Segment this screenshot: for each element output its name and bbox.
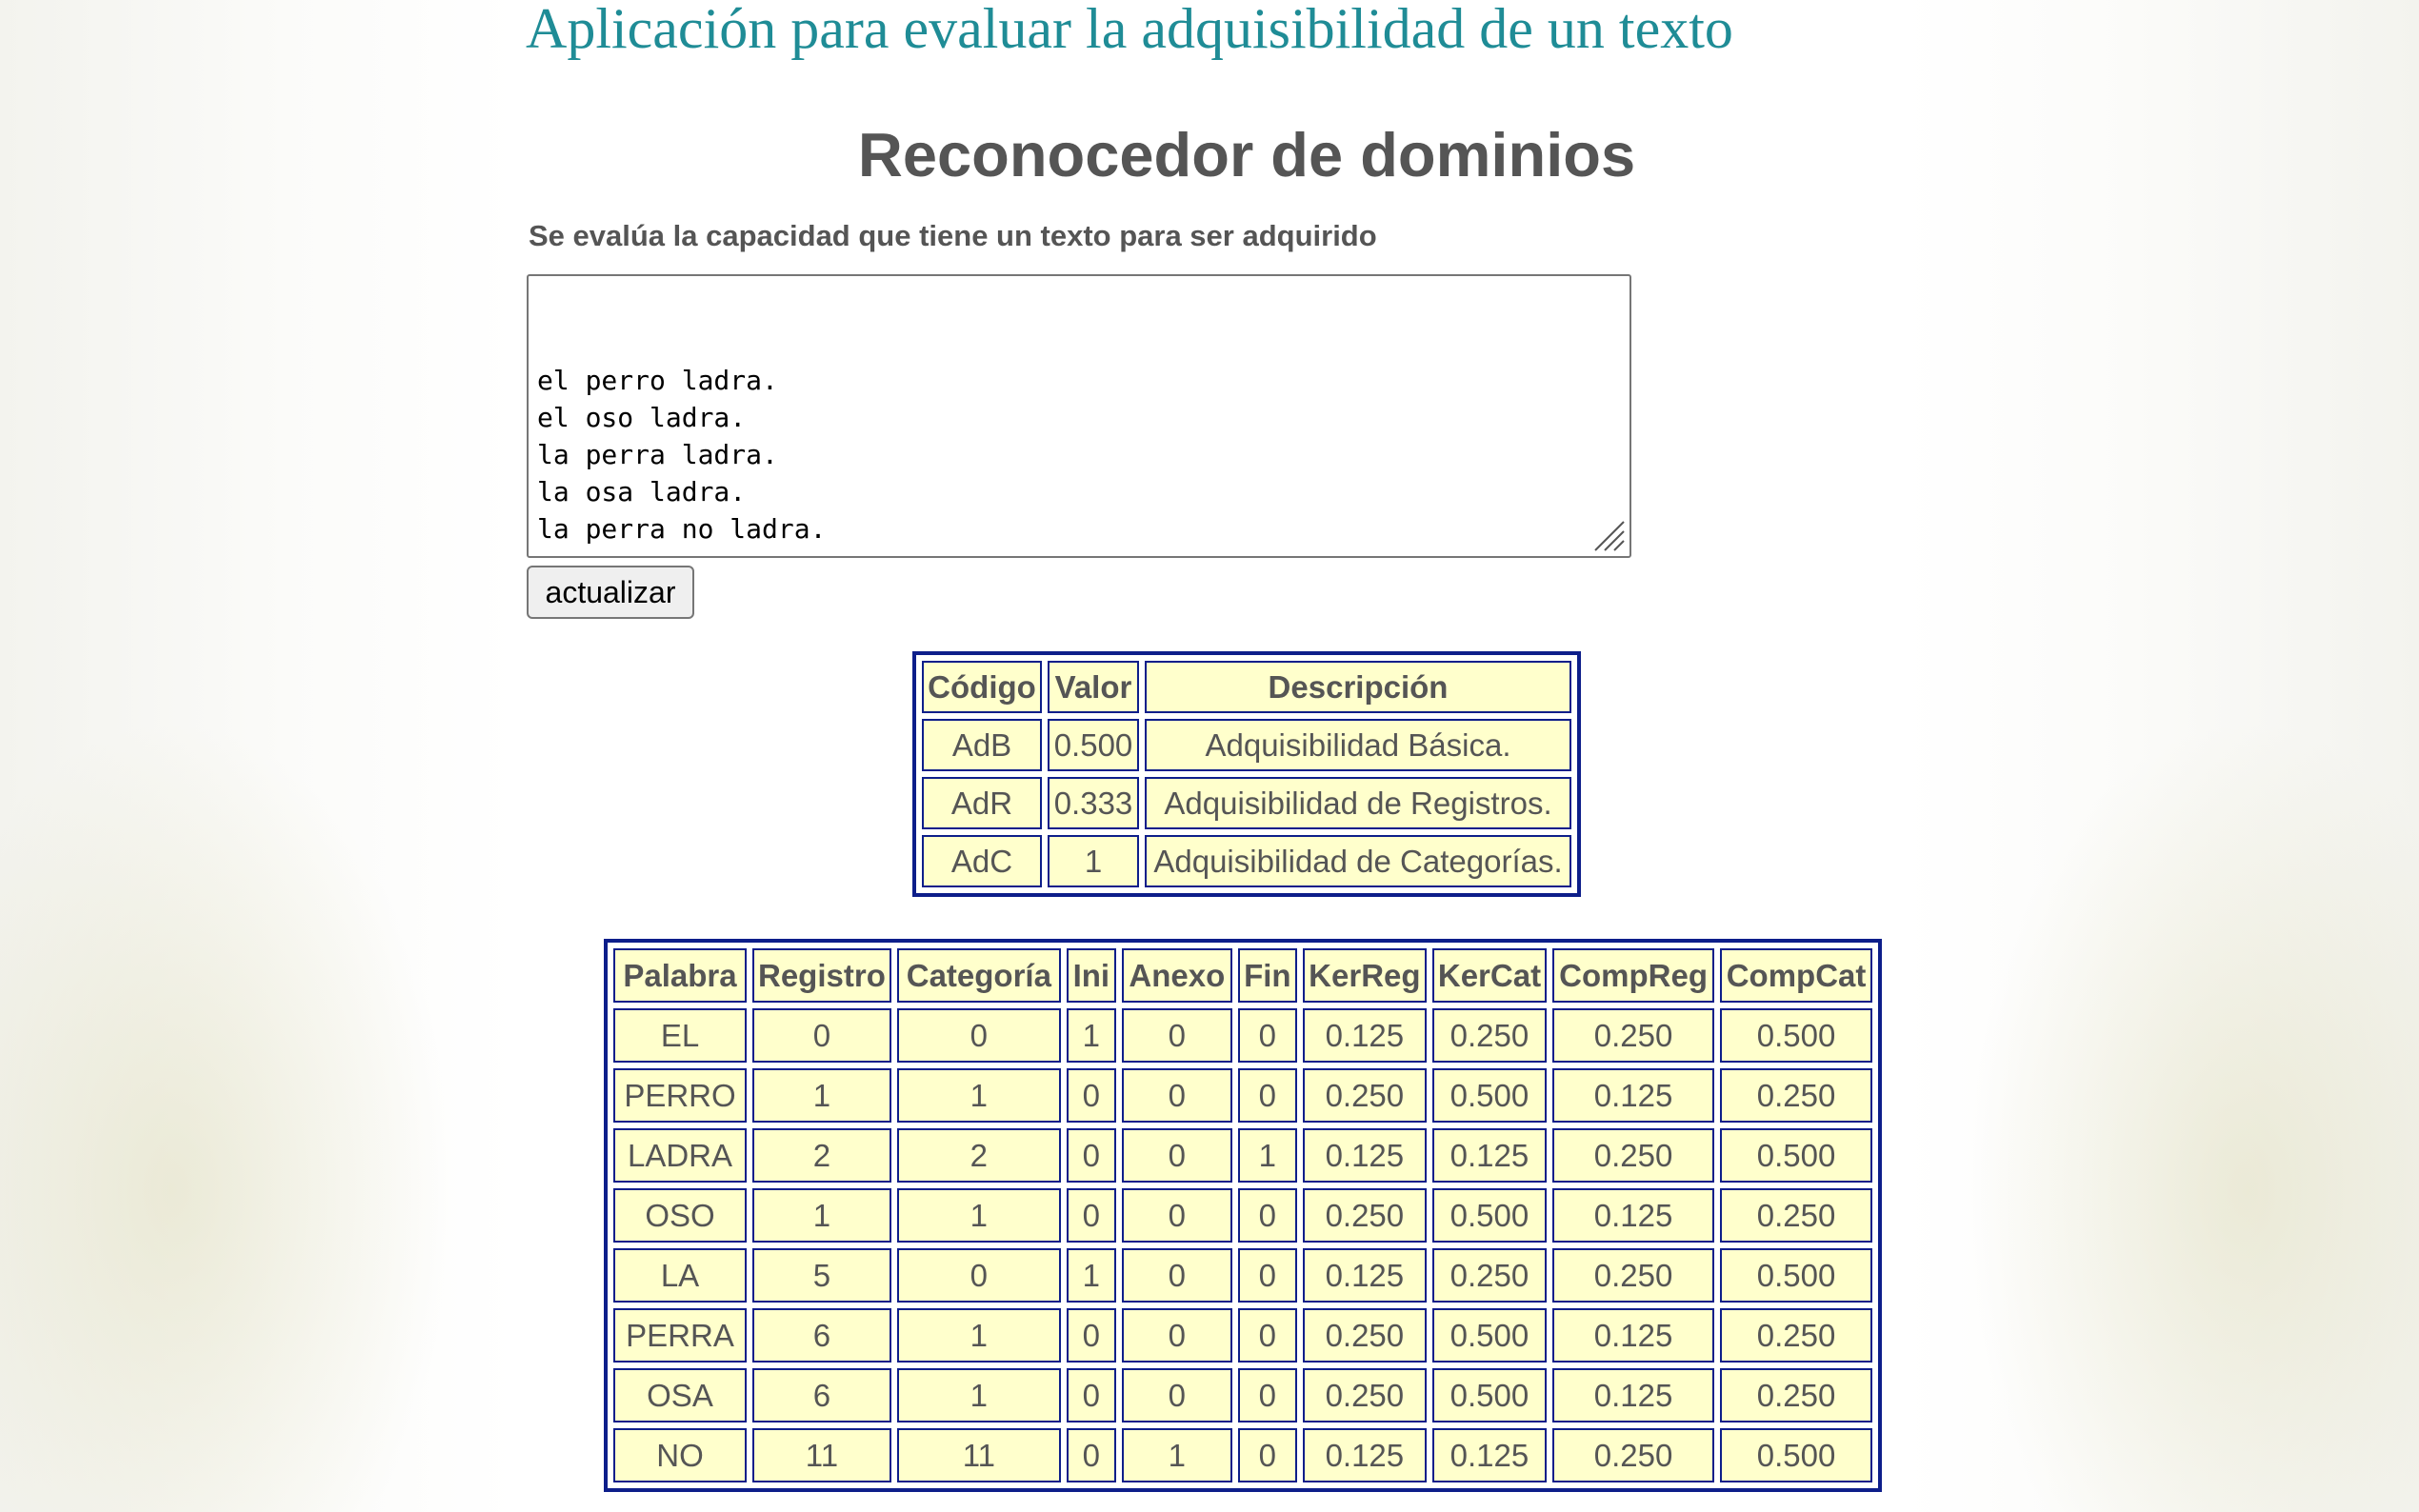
words-header-ini: Ini	[1067, 948, 1116, 1003]
word-cell-anexo: 1	[1122, 1428, 1232, 1482]
word-cell-fin: 1	[1238, 1128, 1297, 1183]
word-cell-compreg: 0.250	[1552, 1248, 1714, 1303]
word-cell-anexo: 0	[1122, 1068, 1232, 1123]
word-cell-palabra: LADRA	[613, 1128, 747, 1183]
words-header-categoria: Categoría	[897, 948, 1061, 1003]
summary-cell-codigo: AdR	[922, 777, 1042, 829]
word-cell-categoria: 1	[897, 1368, 1061, 1422]
summary-cell-valor: 0.500	[1048, 719, 1139, 771]
word-row	[613, 1428, 1872, 1482]
word-cell-compreg: 0.125	[1552, 1068, 1714, 1123]
word-cell-kerreg: 0.125	[1303, 1248, 1427, 1303]
summary-row	[922, 777, 1571, 829]
word-cell-compreg: 0.125	[1552, 1368, 1714, 1422]
subtitle-label: Se evalúa la capacidad que tiene un texto para ser adquirido	[529, 219, 1377, 252]
word-cell-categoria: 1	[897, 1188, 1061, 1243]
word-cell-registro: 11	[752, 1428, 891, 1482]
word-cell-ini: 0	[1067, 1308, 1116, 1363]
word-cell-palabra: PERRO	[613, 1068, 747, 1123]
word-cell-ini: 0	[1067, 1128, 1116, 1183]
word-cell-fin: 0	[1238, 1428, 1297, 1482]
summary-cell-descripcion: Adquisibilidad de Categorías.	[1145, 835, 1571, 887]
word-cell-registro: 5	[752, 1248, 891, 1303]
word-cell-kerreg: 0.125	[1303, 1128, 1427, 1183]
word-cell-compreg: 0.125	[1552, 1188, 1714, 1243]
word-cell-kercat: 0.125	[1432, 1128, 1547, 1183]
word-cell-categoria: 2	[897, 1128, 1061, 1183]
summary-table	[912, 651, 1581, 897]
words-header-row	[613, 948, 1872, 1003]
summary-header-row	[922, 661, 1571, 713]
word-row	[613, 1188, 1872, 1243]
word-cell-categoria: 0	[897, 1248, 1061, 1303]
word-cell-compcat: 0.250	[1720, 1368, 1872, 1422]
text-input-area[interactable]	[527, 274, 1631, 558]
summary-header-descripcion: Descripción	[1145, 661, 1571, 713]
word-cell-compreg: 0.250	[1552, 1008, 1714, 1063]
word-cell-registro: 1	[752, 1188, 891, 1243]
word-cell-anexo: 0	[1122, 1368, 1232, 1422]
word-cell-registro: 6	[752, 1368, 891, 1422]
word-cell-kercat: 0.500	[1432, 1188, 1547, 1243]
word-cell-kerreg: 0.250	[1303, 1068, 1427, 1123]
word-cell-kerreg: 0.125	[1303, 1008, 1427, 1063]
word-cell-ini: 0	[1067, 1368, 1116, 1422]
word-cell-anexo: 0	[1122, 1308, 1232, 1363]
word-row	[613, 1248, 1872, 1303]
summary-header-codigo: Código	[922, 661, 1042, 713]
word-cell-kercat: 0.125	[1432, 1428, 1547, 1482]
word-cell-kercat: 0.250	[1432, 1008, 1547, 1063]
app-title: Aplicación para evaluar la adquisibilidad de un texto	[526, 0, 1733, 60]
word-cell-ini: 1	[1067, 1248, 1116, 1303]
word-cell-anexo: 0	[1122, 1188, 1232, 1243]
word-cell-fin: 0	[1238, 1188, 1297, 1243]
words-header-compcat: CompCat	[1720, 948, 1872, 1003]
word-cell-registro: 2	[752, 1128, 891, 1183]
word-cell-kerreg: 0.250	[1303, 1308, 1427, 1363]
summary-cell-valor: 1	[1048, 835, 1139, 887]
word-cell-anexo: 0	[1122, 1128, 1232, 1183]
word-cell-categoria: 0	[897, 1008, 1061, 1063]
word-cell-ini: 0	[1067, 1188, 1116, 1243]
word-cell-compcat: 0.250	[1720, 1308, 1872, 1363]
word-cell-compreg: 0.125	[1552, 1308, 1714, 1363]
word-cell-palabra: OSO	[613, 1188, 747, 1243]
words-header-palabra: Palabra	[613, 948, 747, 1003]
summary-cell-descripcion: Adquisibilidad de Registros.	[1145, 777, 1571, 829]
word-cell-kercat: 0.250	[1432, 1248, 1547, 1303]
word-cell-fin: 0	[1238, 1068, 1297, 1123]
update-button[interactable]: actualizar	[527, 566, 694, 619]
summary-cell-codigo: AdB	[922, 719, 1042, 771]
summary-cell-valor: 0.333	[1048, 777, 1139, 829]
summary-header-valor: Valor	[1048, 661, 1139, 713]
word-cell-kerreg: 0.125	[1303, 1428, 1427, 1482]
word-cell-kerreg: 0.250	[1303, 1188, 1427, 1243]
word-cell-compcat: 0.500	[1720, 1248, 1872, 1303]
word-cell-compreg: 0.250	[1552, 1128, 1714, 1183]
word-cell-ini: 0	[1067, 1068, 1116, 1123]
word-cell-compcat: 0.250	[1720, 1188, 1872, 1243]
word-cell-ini: 0	[1067, 1428, 1116, 1482]
word-row	[613, 1368, 1872, 1422]
word-cell-categoria: 11	[897, 1428, 1061, 1482]
word-cell-compcat: 0.500	[1720, 1008, 1872, 1063]
summary-cell-descripcion: Adquisibilidad Básica.	[1145, 719, 1571, 771]
word-cell-compcat: 0.250	[1720, 1068, 1872, 1123]
word-row	[613, 1008, 1872, 1063]
word-cell-kercat: 0.500	[1432, 1308, 1547, 1363]
section-title: Reconocedor de dominios	[857, 120, 1636, 189]
word-cell-compcat: 0.500	[1720, 1428, 1872, 1482]
word-row	[613, 1128, 1872, 1183]
word-cell-kercat: 0.500	[1432, 1068, 1547, 1123]
word-cell-ini: 1	[1067, 1008, 1116, 1063]
word-cell-palabra: PERRA	[613, 1308, 747, 1363]
word-cell-palabra: LA	[613, 1248, 747, 1303]
word-cell-fin: 0	[1238, 1368, 1297, 1422]
words-header-fin: Fin	[1238, 948, 1297, 1003]
word-cell-registro: 0	[752, 1008, 891, 1063]
summary-cell-codigo: AdC	[922, 835, 1042, 887]
word-cell-palabra: NO	[613, 1428, 747, 1482]
word-cell-registro: 1	[752, 1068, 891, 1123]
summary-row	[922, 719, 1571, 771]
word-row	[613, 1068, 1872, 1123]
word-row	[613, 1308, 1872, 1363]
words-header-kerreg: KerReg	[1303, 948, 1427, 1003]
page-content	[516, 0, 1903, 1512]
word-cell-anexo: 0	[1122, 1248, 1232, 1303]
words-header-compreg: CompReg	[1552, 948, 1714, 1003]
word-cell-categoria: 1	[897, 1068, 1061, 1123]
word-cell-palabra: OSA	[613, 1368, 747, 1422]
word-cell-fin: 0	[1238, 1008, 1297, 1063]
words-header-kercat: KerCat	[1432, 948, 1547, 1003]
word-cell-fin: 0	[1238, 1308, 1297, 1363]
word-cell-fin: 0	[1238, 1248, 1297, 1303]
word-cell-palabra: EL	[613, 1008, 747, 1063]
word-cell-kerreg: 0.250	[1303, 1368, 1427, 1422]
words-header-registro: Registro	[752, 948, 891, 1003]
words-header-anexo: Anexo	[1122, 948, 1232, 1003]
word-cell-compreg: 0.250	[1552, 1428, 1714, 1482]
word-cell-anexo: 0	[1122, 1008, 1232, 1063]
word-cell-compcat: 0.500	[1720, 1128, 1872, 1183]
words-table	[604, 939, 1882, 1492]
word-cell-categoria: 1	[897, 1308, 1061, 1363]
word-cell-registro: 6	[752, 1308, 891, 1363]
summary-row	[922, 835, 1571, 887]
word-cell-kercat: 0.500	[1432, 1368, 1547, 1422]
text-input-value[interactable]: el perro ladra. el oso ladra. la perra ladra. la osa ladra. la perra no ladra.	[537, 365, 827, 545]
resize-grip-icon[interactable]	[1591, 518, 1626, 552]
